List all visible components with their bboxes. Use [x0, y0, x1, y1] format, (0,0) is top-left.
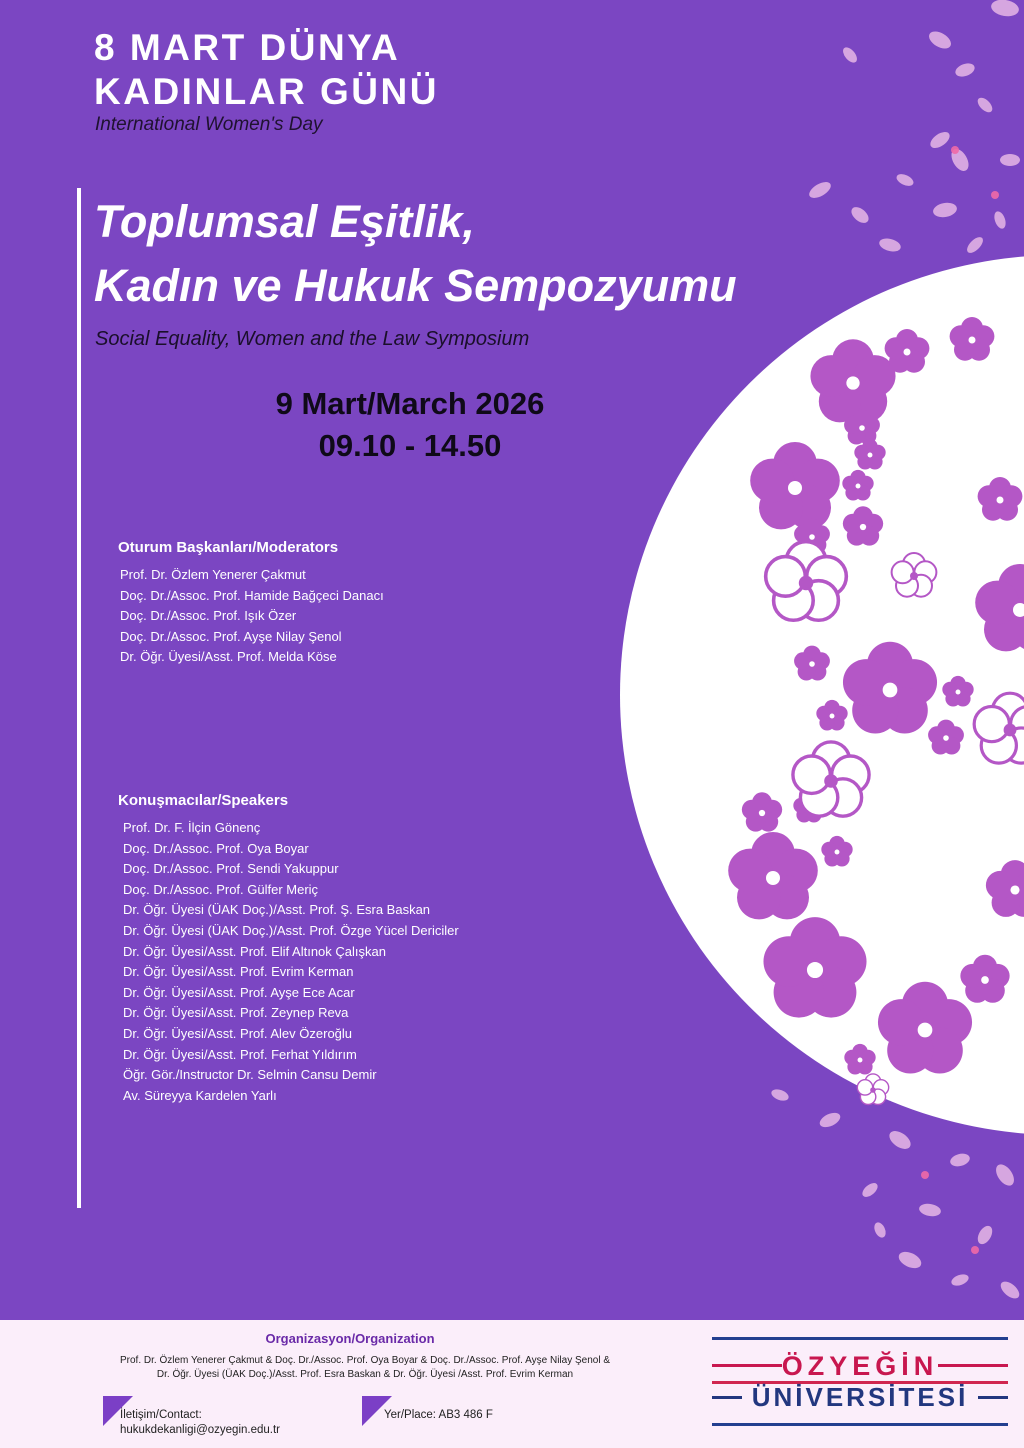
speaker-item: Dr. Öğr. Üyesi/Asst. Prof. Alev Özeroğlu [123, 1025, 353, 1041]
speaker-item: Doç. Dr./Assoc. Prof. Gülfer Meriç [123, 881, 319, 897]
event-title-line1: Toplumsal Eşitlik, [94, 196, 475, 247]
logo-word-ozyegin: ÖZYEĞİN [781, 1351, 939, 1381]
event-datetime [200, 383, 620, 467]
organization-line2: Dr. Öğr. Üyesi (ÜAK Doç.)/Asst. Prof. Esra Baskan & Dr. Öğr. Üyesi /Asst. Prof. Evrim Kerman [156, 1369, 574, 1380]
speaker-item: Dr. Öğr. Üyesi (ÜAK Doç.)/Asst. Prof. Ş. Esra Baskan [123, 902, 431, 918]
moderators-heading: Oturum Başkanları/Moderators [118, 539, 339, 556]
moderator-item: Doç. Dr./Assoc. Prof. Ayşe Nilay Şenol [120, 628, 342, 644]
event-date: 9 Mart/March 2026 [275, 386, 545, 421]
university-logo [712, 1337, 1008, 1427]
header-title [94, 26, 439, 114]
speakers-list [123, 818, 459, 1106]
speaker-item: Av. Süreyya Kardelen Yarlı [123, 1087, 277, 1103]
header-title-line1: 8 MART DÜNYA [94, 27, 401, 68]
organization-names [60, 1354, 670, 1382]
header-title-line2: KADINLAR GÜNÜ [94, 71, 439, 112]
logo-top-bar [712, 1337, 1008, 1340]
speaker-item: Dr. Öğr. Üyesi/Asst. Prof. Evrim Kerman [123, 964, 354, 980]
speaker-item: Prof. Dr. F. İlçin Gönenç [123, 820, 261, 835]
event-title [94, 190, 737, 318]
event-title-line2: Kadın ve Hukuk Sempozyumu [94, 260, 737, 311]
moderator-item: Dr. Öğr. Üyesi/Asst. Prof. Melda Köse [120, 649, 337, 665]
contact-label: İletişim/Contact: [120, 1409, 202, 1421]
speaker-item: Öğr. Gör./Instructor Dr. Selmin Cansu Demir [123, 1067, 377, 1083]
contact-email[interactable]: hukukdekanligi@ozyegin.edu.tr [120, 1424, 280, 1436]
place-info: Yer/Place: AB3 486 F [384, 1409, 493, 1421]
speaker-item: Dr. Öğr. Üyesi (ÜAK Doç.)/Asst. Prof. Özge Yücel Dericiler [123, 922, 459, 938]
speaker-item: Dr. Öğr. Üyesi/Asst. Prof. Ayşe Ece Acar [123, 984, 355, 1000]
vertical-divider [77, 188, 81, 1208]
contact-info [120, 1408, 280, 1438]
speakers-heading: Konuşmacılar/Speakers [118, 792, 289, 809]
moderator-item: Doç. Dr./Assoc. Prof. Hamide Bağçeci Danacı [120, 587, 384, 603]
speaker-item: Dr. Öğr. Üyesi/Asst. Prof. Zeynep Reva [123, 1005, 349, 1021]
organization-heading: Organizasyon/Organization [265, 1331, 435, 1346]
event-subtitle: Social Equality, Women and the Law Symposium [95, 328, 530, 350]
moderator-item: Prof. Dr. Özlem Yenerer Çakmut [120, 567, 306, 582]
speaker-item: Dr. Öğr. Üyesi/Asst. Prof. Elif Altınok Çalışkan [123, 943, 386, 959]
header-subtitle: International Women's Day [95, 114, 323, 135]
speaker-item: Doç. Dr./Assoc. Prof. Sendi Yakuppur [123, 861, 339, 877]
logo-word-universitesi: ÜNİVERSİTESİ [751, 1382, 969, 1412]
logo-bottom-bar [712, 1423, 1008, 1426]
moderator-item: Doç. Dr./Assoc. Prof. Işık Özer [120, 608, 297, 624]
moderators-list [120, 565, 384, 668]
speaker-item: Dr. Öğr. Üyesi/Asst. Prof. Ferhat Yıldırım [123, 1046, 357, 1062]
organization-line1: Prof. Dr. Özlem Yenerer Çakmut & Doç. Dr./Assoc. Prof. Oya Boyar & Doç. Dr./Assoc. Prof. Ayşe Nilay Şenol & [120, 1355, 610, 1366]
event-time: 09.10 - 14.50 [318, 428, 502, 463]
speaker-item: Doç. Dr./Assoc. Prof. Oya Boyar [123, 840, 309, 856]
